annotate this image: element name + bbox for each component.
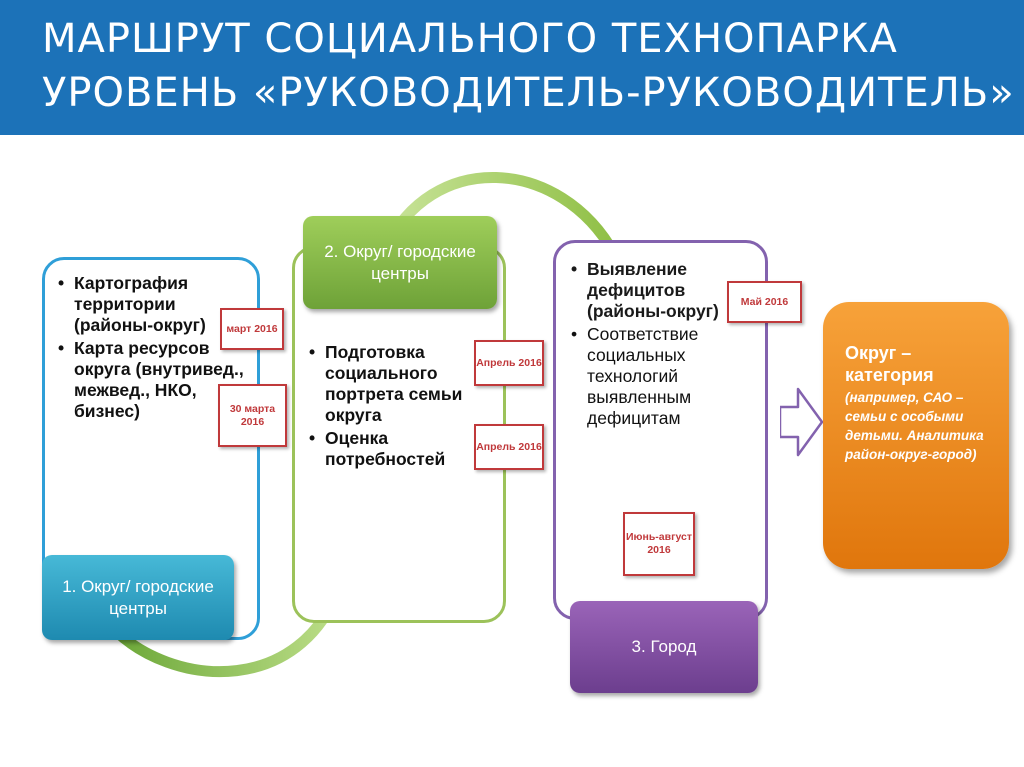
stage3-item-1: • Выявление дефицитов (районы-округ)	[571, 259, 766, 322]
result-description: (например, САО – семьи с особыми детьми. Аналитика район-округ-город)	[845, 390, 984, 462]
stage3-item-2: • Соответствие социальных технологий выявленным дефицитам	[571, 324, 766, 429]
stage3-label: 3. Город	[570, 601, 758, 693]
result-title: Округ – категория	[845, 343, 934, 385]
date-badge-stage2-2: Апрель 2016	[474, 424, 544, 470]
title-line-1: МАРШРУТ СОЦИАЛЬНОГО ТЕХНОПАРКА	[42, 16, 898, 62]
date-badge-stage3-2: Июнь-август 2016	[623, 512, 695, 576]
stage1-label: 1. Округ/ городские центры	[42, 555, 234, 640]
date-badge-stage1-2: 30 марта 2016	[218, 384, 287, 447]
right-arrow-icon	[780, 387, 824, 457]
title-banner	[0, 0, 1024, 135]
result-box	[823, 302, 1009, 569]
stage2-item-2: • Оценка потребностей	[309, 428, 494, 470]
stage1-item-1: • Картография территории (районы-округ)	[58, 273, 258, 336]
title-line-2: УРОВЕНЬ «РУКОВОДИТЕЛЬ-РУКОВОДИТЕЛЬ»	[42, 70, 1015, 116]
date-badge-stage1-1: март 2016	[220, 308, 284, 350]
date-badge-stage3-1: Май 2016	[727, 281, 802, 323]
stage2-list	[309, 342, 494, 472]
date-badge-stage2-1: Апрель 2016	[474, 340, 544, 386]
stage1-item-2: • Карта ресурсов округа (внутривед., межвед., НКО, бизнес)	[58, 338, 258, 422]
stage2-label: 2. Округ/ городские центры	[303, 216, 497, 309]
stage2-item-1: • Подготовка социального портрета семьи округа	[309, 342, 494, 426]
